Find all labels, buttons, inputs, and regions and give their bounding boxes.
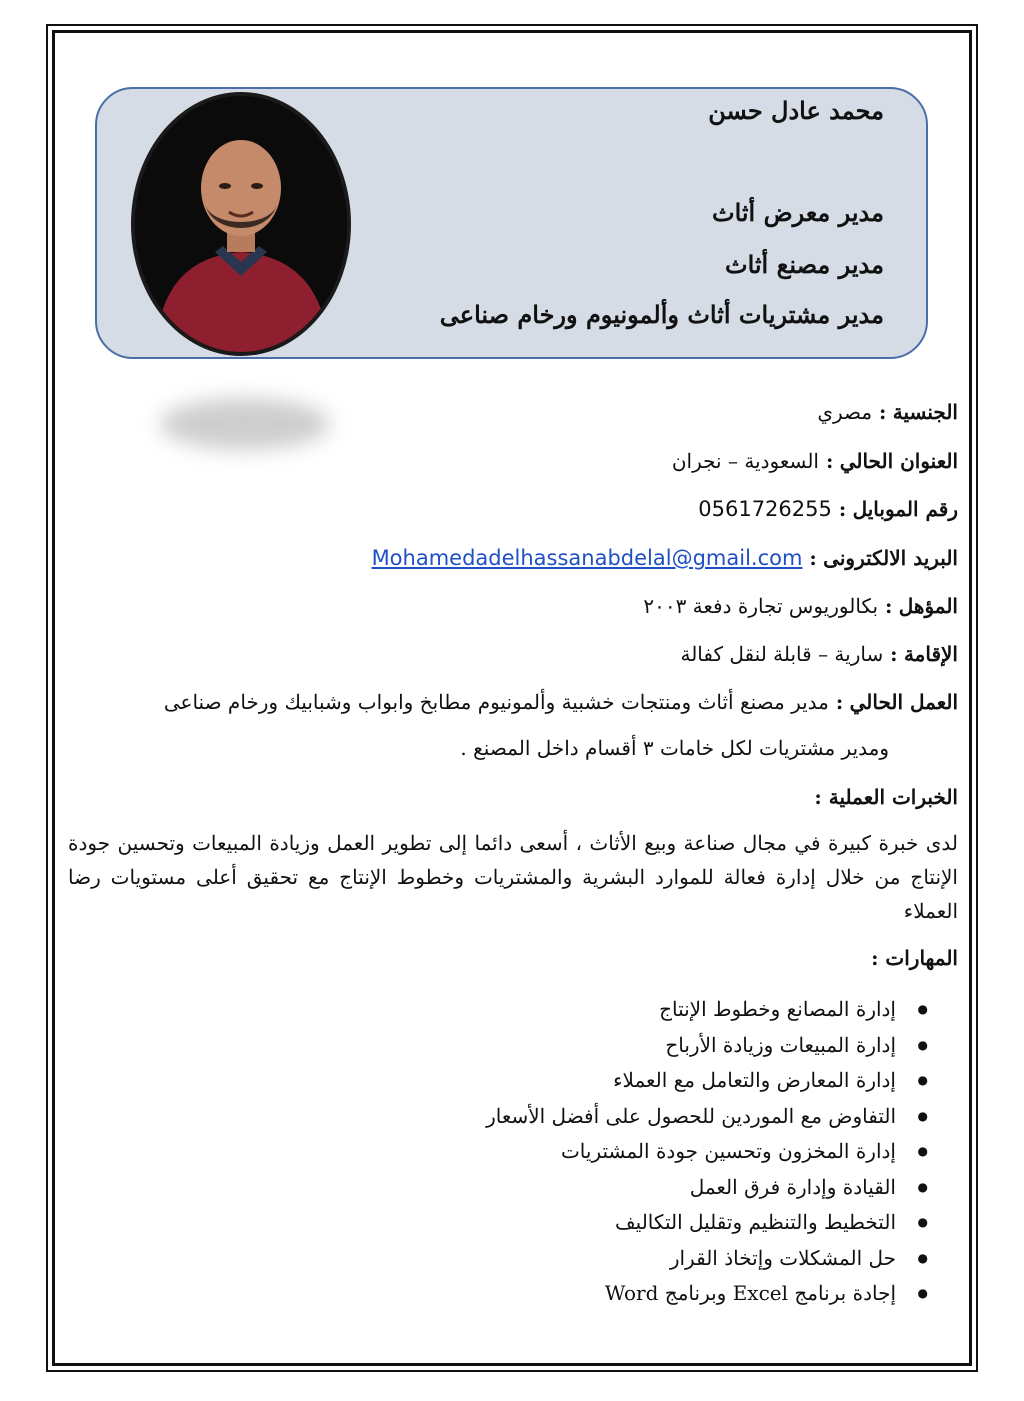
mobile-label: رقم الموبايل bbox=[852, 497, 958, 521]
list-item: ● إجادة برنامج Excel وبرنامج Word bbox=[364, 1276, 924, 1312]
list-item: ● إدارة المصانع وخطوط الإنتاج bbox=[364, 992, 924, 1028]
current-job-row: العمل الحالي : مدير مصنع أثاث ومنتجات خشبية وألمونيوم مطابخ وابواب وشبابيك ورخام صناعى bbox=[163, 690, 958, 714]
qualification-value: بكالوريوس تجارة دفعة ٢٠٠٣ bbox=[643, 594, 879, 618]
current-job-line-2: ومدير مشتريات لكل خامات ٣ أقسام داخل المصنع . bbox=[460, 736, 889, 760]
nationality-value: مصري bbox=[817, 400, 873, 424]
list-item: ● إدارة المبيعات وزيادة الأرباح bbox=[364, 1028, 924, 1064]
mobile-value: 0561726255 bbox=[698, 497, 832, 521]
job-title-3: مدير مشتريات أثاث وألمونيوم ورخام صناعى bbox=[439, 300, 884, 329]
email-link[interactable]: Mohamedadelhassanabdelal@gmail.com bbox=[371, 546, 803, 570]
list-item: ● إدارة المخزون وتحسين جودة المشتريات bbox=[364, 1134, 924, 1170]
address-value: السعودية – نجران bbox=[671, 449, 819, 473]
residency-row: الإقامة : سارية – قابلة لنقل كفالة bbox=[680, 642, 958, 666]
job-title-2: مدير مصنع أثاث bbox=[724, 250, 884, 279]
address-label: العنوان الحالي bbox=[839, 449, 958, 473]
candidate-name: محمد عادل حسن bbox=[708, 96, 884, 125]
photo-shadow bbox=[160, 398, 330, 450]
list-item: ● التفاوض مع الموردين للحصول على أفضل الأسعار bbox=[364, 1099, 924, 1135]
person-portrait-icon bbox=[135, 96, 347, 352]
list-item: ● القيادة وإدارة فرق العمل bbox=[364, 1170, 924, 1206]
current-job-row-2 bbox=[460, 736, 889, 760]
experience-heading: الخبرات العملية : bbox=[814, 785, 958, 809]
qualification-row: المؤهل : بكالوريوس تجارة دفعة ٢٠٠٣ bbox=[643, 594, 958, 618]
current-job-label: العمل الحالي bbox=[849, 690, 958, 714]
profile-photo bbox=[131, 92, 351, 356]
email-row: البريد الالكترونى : Mohamedadelhassanabdelal@gmail.com bbox=[371, 546, 958, 570]
list-item: ● إدارة المعارض والتعامل مع العملاء bbox=[364, 1063, 924, 1099]
list-item: ● التخطيط والتنظيم وتقليل التكاليف bbox=[364, 1205, 924, 1241]
mobile-row: رقم الموبايل : 0561726255 bbox=[698, 497, 958, 521]
qualification-label: المؤهل bbox=[898, 594, 958, 618]
current-job-line-1: مدير مصنع أثاث ومنتجات خشبية وألمونيوم مطابخ وابواب وشبابيك ورخام صناعى bbox=[163, 690, 829, 714]
residency-label: الإقامة bbox=[903, 642, 958, 666]
nationality-label: الجنسية bbox=[892, 400, 958, 424]
residency-value: سارية – قابلة لنقل كفالة bbox=[680, 642, 884, 666]
address-row: العنوان الحالي : السعودية – نجران bbox=[671, 449, 958, 473]
nationality-row: الجنسية : مصري bbox=[817, 400, 958, 424]
experience-text: لدى خبرة كبيرة في مجال صناعة وبيع الأثاث ، أسعى دائما إلى تطوير العمل وزيادة المبيعات وتحسين جودة الإنتاج من خلال إدارة فعالة للموارد البشرية والمشتريات وخطوط الإنتاج مع تحقيق أعلى مستويات رضا العملاء bbox=[68, 831, 958, 923]
job-title-1: مدير معرض أثاث bbox=[711, 198, 884, 227]
skills-heading: المهارات : bbox=[871, 946, 958, 970]
email-label: البريد الالكترونى bbox=[823, 546, 958, 570]
list-item: ● حل المشكلات وإتخاذ القرار bbox=[364, 1241, 924, 1277]
skills-list bbox=[364, 992, 924, 1312]
